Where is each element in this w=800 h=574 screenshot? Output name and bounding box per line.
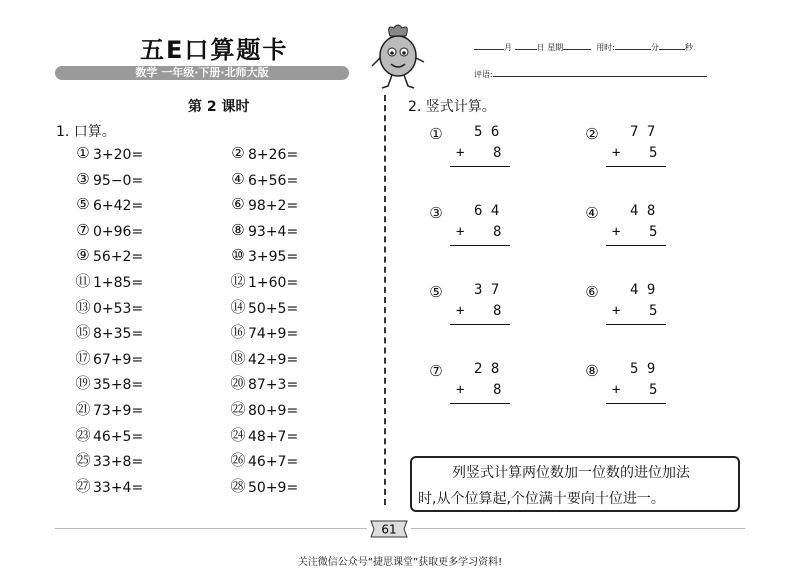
radish-mascot-icon <box>368 22 428 92</box>
calc-item <box>75 297 144 317</box>
item-number: ⑭ <box>230 297 246 316</box>
second-blank[interactable] <box>659 40 685 50</box>
calc-item <box>230 274 298 291</box>
calc-item <box>230 197 298 214</box>
item-number: ⑲ <box>75 374 91 393</box>
plus-sign: + <box>612 224 621 240</box>
answer-line <box>606 403 666 404</box>
item-number: ⑳ <box>230 374 246 393</box>
item-number: ⑰ <box>75 348 91 367</box>
calc-item <box>75 425 144 445</box>
calc-item <box>75 274 143 291</box>
month-label: 月 <box>504 43 512 52</box>
lesson-title: 第 2 课时 <box>188 99 250 115</box>
plus-sign: + <box>456 224 465 240</box>
item-number: ㉓ <box>75 425 91 444</box>
comment-field <box>474 67 784 80</box>
problem-number: ① <box>429 125 443 143</box>
plus-sign: + <box>456 303 465 319</box>
item-expression: 1+85= <box>93 275 144 291</box>
item-expression: 46+5= <box>93 428 144 445</box>
answer-line <box>450 166 510 167</box>
item-number: ⑩ <box>231 246 245 265</box>
item-expression: 33+8= <box>93 454 144 471</box>
item-expression: 80+9= <box>248 403 299 419</box>
item-expression: 98+2= <box>248 198 299 215</box>
worksheet-title: 五E口算题卡 <box>140 36 289 64</box>
duration-label: 用时: <box>596 43 615 52</box>
question-1-label: 1. 口算。 <box>56 124 116 140</box>
item-expression: 3+95= <box>248 249 299 266</box>
bottom-operand: 5 <box>649 303 658 319</box>
bottom-operand: 8 <box>493 224 502 240</box>
page-badge <box>367 518 411 540</box>
calc-item <box>230 348 299 368</box>
top-operand: 6 4 <box>474 203 500 219</box>
item-number: ② <box>231 144 245 162</box>
item-expression: 0+96= <box>93 223 144 240</box>
calc-item <box>75 402 143 419</box>
date-time-fields <box>474 40 784 53</box>
item-expression: 46+7= <box>248 454 299 471</box>
plus-sign: + <box>456 382 465 398</box>
item-number: ⑬ <box>75 297 91 316</box>
item-expression: 1+60= <box>248 275 299 291</box>
calc-item <box>75 476 144 496</box>
item-expression: 93+4= <box>248 223 299 240</box>
top-operand: 5 9 <box>630 361 656 377</box>
item-number: ⑤ <box>76 195 90 214</box>
problem-number: ⑦ <box>429 362 443 380</box>
calc-item <box>230 402 298 419</box>
item-number: ㉖ <box>230 451 246 470</box>
bottom-operand: 8 <box>493 303 502 319</box>
top-operand: 3 7 <box>474 282 500 298</box>
calc-item <box>75 376 143 393</box>
problem-number: ⑧ <box>585 362 599 380</box>
item-expression: 50+9= <box>248 479 299 496</box>
problem-number: ⑤ <box>429 283 443 301</box>
calc-item <box>230 146 298 163</box>
item-expression: 3+20= <box>93 147 144 163</box>
calc-item <box>230 297 299 317</box>
answer-line <box>606 166 666 167</box>
top-operand: 7 7 <box>630 124 656 140</box>
problem-number: ③ <box>429 204 443 222</box>
tip-line-2: 时,从个位算起,个位满十要向十位进一。 <box>418 491 665 507</box>
tip-line-1: 列竖式计算两位数加一位数的进位加法 <box>452 465 690 481</box>
item-number: ⑪ <box>75 272 91 290</box>
plus-sign: + <box>612 145 621 161</box>
item-number: ⑧ <box>231 220 245 239</box>
item-number: ㉔ <box>230 425 246 444</box>
item-number: ④ <box>231 169 245 188</box>
top-operand: 5 6 <box>474 124 500 140</box>
calc-item <box>230 325 298 342</box>
answer-line <box>450 324 510 325</box>
item-expression: 6+56= <box>248 172 299 189</box>
calc-item <box>75 325 143 342</box>
calc-item <box>230 220 299 240</box>
answer-line <box>606 245 666 246</box>
item-number: ㉘ <box>230 476 246 495</box>
problem-number: ⑥ <box>585 283 599 301</box>
item-number: ⑯ <box>230 323 246 342</box>
weekday-blank[interactable] <box>563 40 591 50</box>
top-operand: 2 8 <box>474 361 500 377</box>
answer-line <box>450 403 510 404</box>
weekday-label: 星期 <box>547 43 564 52</box>
month-blank[interactable] <box>474 40 504 50</box>
calc-item <box>230 376 298 393</box>
comment-blank[interactable] <box>493 67 707 77</box>
minute-blank[interactable] <box>615 40 651 50</box>
plus-sign: + <box>612 303 621 319</box>
calc-item <box>230 248 298 265</box>
item-number: ㉗ <box>75 476 91 495</box>
calc-item <box>75 146 143 163</box>
item-expression: 8+35= <box>93 326 144 343</box>
calc-item <box>75 453 143 470</box>
item-number: ⑫ <box>230 272 246 290</box>
item-expression: 33+4= <box>93 479 144 496</box>
answer-line <box>450 245 510 246</box>
problem-number: ④ <box>585 204 599 222</box>
day-blank[interactable] <box>515 40 537 50</box>
minute-label: 分 <box>650 43 659 52</box>
subtitle-bar: 数学 一年级·下册·北师大版 <box>55 66 349 80</box>
item-number: ㉑ <box>75 400 91 418</box>
page-number: 61 <box>381 522 397 537</box>
problem-number: ② <box>585 125 599 143</box>
column-divider <box>384 95 386 505</box>
bottom-operand: 5 <box>649 382 658 398</box>
item-expression: 42+9= <box>248 351 299 368</box>
calc-item <box>75 348 144 368</box>
question-2-label: 2. 竖式计算。 <box>408 99 496 115</box>
item-number: ⑥ <box>231 195 245 214</box>
item-expression: 0+53= <box>93 300 144 317</box>
calc-item <box>230 476 299 496</box>
item-expression: 67+9= <box>93 351 144 368</box>
item-expression: 56+2= <box>93 249 144 266</box>
plus-sign: + <box>456 145 465 161</box>
item-expression: 48+7= <box>248 428 299 445</box>
item-number: ⑱ <box>230 348 246 367</box>
item-expression: 74+9= <box>248 326 299 343</box>
top-operand: 4 9 <box>630 282 656 298</box>
item-number: ⑮ <box>75 323 91 342</box>
tip-box <box>410 456 740 512</box>
bottom-operand: 5 <box>649 224 658 240</box>
bottom-operand: 8 <box>493 382 502 398</box>
calc-item <box>75 169 144 189</box>
footer-notice: 关注微信公众号“捷思课堂”获取更多学习资料! <box>297 557 503 568</box>
item-expression: 6+42= <box>93 198 144 215</box>
calc-item <box>230 169 299 189</box>
day-label: 日 <box>536 43 545 52</box>
calc-item <box>75 197 143 214</box>
item-number: ① <box>76 144 90 162</box>
bottom-operand: 8 <box>493 145 502 161</box>
item-number: ⑨ <box>76 246 90 265</box>
item-number: ㉕ <box>75 451 91 470</box>
item-expression: 87+3= <box>248 377 299 394</box>
calc-item <box>75 220 144 240</box>
bottom-operand: 5 <box>649 145 658 161</box>
top-operand: 4 8 <box>630 203 656 219</box>
item-number: ⑦ <box>76 220 90 239</box>
second-label: 秒 <box>684 43 693 52</box>
item-expression: 50+5= <box>248 300 299 317</box>
item-number: ③ <box>76 169 90 188</box>
calc-item <box>75 248 143 265</box>
item-expression: 8+26= <box>248 147 299 163</box>
calc-item <box>230 425 299 445</box>
calc-item <box>230 453 298 470</box>
item-expression: 73+9= <box>93 403 144 419</box>
comment-label: 评语: <box>474 70 493 79</box>
item-expression: 35+8= <box>93 377 144 394</box>
plus-sign: + <box>612 382 621 398</box>
item-number: ㉒ <box>230 400 246 418</box>
item-expression: 95−0= <box>93 172 144 189</box>
answer-line <box>606 324 666 325</box>
